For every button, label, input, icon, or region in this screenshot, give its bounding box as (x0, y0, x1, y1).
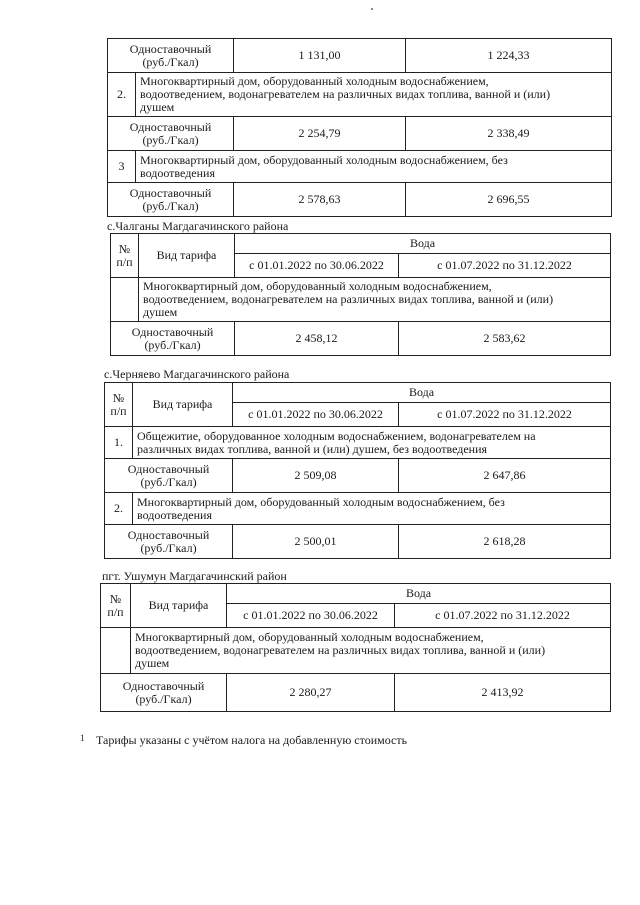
table-row (105, 493, 611, 525)
value-period-1: 2 254,79 (234, 117, 406, 151)
value-period-1: 2 458,12 (235, 322, 399, 356)
table-row (108, 73, 612, 117)
header-period-2: с 01.07.2022 по 31.12.2022 (395, 604, 611, 628)
header-row-number (105, 383, 133, 427)
settlement-heading: с.Черняево Магдагачинского района (104, 367, 290, 381)
table-row (111, 278, 611, 322)
value-period-1: 2 280,27 (227, 674, 395, 712)
value-period-2: 1 224,33 (406, 39, 612, 73)
header-period-2: с 01.07.2022 по 31.12.2022 (399, 403, 611, 427)
table-row (108, 117, 612, 151)
table-row (105, 459, 611, 493)
value-period-1: 2 509,08 (233, 459, 399, 493)
value-period-2: 2 696,55 (406, 183, 612, 217)
tariff-unit-line: (руб./Гкал) (140, 540, 197, 555)
tariff-table-chalgany (110, 233, 611, 356)
tariff-unit-line: (руб./Гкал) (142, 54, 199, 69)
header-water: Вода (235, 234, 611, 254)
header-period-2: с 01.07.2022 по 31.12.2022 (399, 254, 611, 278)
table-row (108, 183, 612, 217)
header-water: Вода (233, 383, 611, 403)
consumer-description (133, 427, 611, 459)
value-period-2: 2 647,86 (399, 459, 611, 493)
row-number (101, 628, 131, 674)
tariff-type-cell (108, 39, 234, 73)
tariff-table-ushumun (100, 583, 611, 712)
value-period-2: 2 338,49 (406, 117, 612, 151)
table-row (105, 525, 611, 559)
settlement-heading: с.Чалганы Магдагачинского района (107, 219, 289, 233)
tariff-type-cell (105, 459, 233, 493)
tariff-unit-line: (руб./Гкал) (135, 691, 192, 706)
tariff-unit-line: (руб./Гкал) (144, 337, 201, 352)
tariff-table-chernyaevo (104, 382, 611, 559)
row-number: 2. (105, 493, 133, 525)
tariff-type-line: Одноставочный (127, 461, 210, 476)
table-row (108, 151, 612, 183)
header-line: п/п (107, 604, 124, 619)
tariff-unit-line: (руб./Гкал) (142, 132, 199, 147)
table-header-row (101, 584, 611, 604)
consumer-description (131, 628, 611, 674)
description-line: водоотведения (137, 507, 212, 522)
header-tariff-type: Вид тарифа (139, 234, 235, 278)
tariff-type-line: Одноставочный (129, 119, 212, 134)
row-number (111, 278, 139, 322)
description-line: водоотведением, водонагревателем на различных видах топлива, ванной и (или) (143, 292, 554, 306)
tariff-type-line: Одноставочный (129, 41, 212, 56)
table-row (101, 628, 611, 674)
description-line: Общежитие, оборудованное холодным водоснабжением, водонагревателем на (137, 428, 536, 443)
table-header-row (105, 383, 611, 403)
description-line: водоотведением, водонагревателем на различных видах топлива, ванной и (или) (135, 643, 546, 657)
tariff-type-line: Одноставочный (129, 185, 212, 200)
footnote-marker: 1 (80, 733, 85, 743)
consumer-description (136, 151, 612, 183)
tariff-type-line: Одноставочный (122, 678, 205, 693)
header-line: № (112, 390, 125, 405)
header-period-1: с 01.01.2022 по 30.06.2022 (235, 254, 399, 278)
description-line: душем (135, 656, 170, 670)
table-header-row (111, 234, 611, 254)
table-row (108, 39, 612, 73)
scan-speck (371, 8, 373, 10)
consumer-description (136, 73, 612, 117)
table-row (101, 674, 611, 712)
consumer-description (133, 493, 611, 525)
description-line: Многоквартирный дом, оборудованный холодным водоснабжением, (140, 74, 489, 88)
description-line: Многоквартирный дом, оборудованный холодным водоснабжением, (135, 630, 484, 644)
row-number: 3 (108, 151, 136, 183)
settlement-heading: пгт. Ушумун Магдагачинский район (102, 569, 287, 583)
header-row-number (111, 234, 139, 278)
description-line: Многоквартирный дом, оборудованный холодным водоснабжением, (143, 279, 492, 293)
table-row (111, 322, 611, 356)
tariff-unit-line: (руб./Гкал) (142, 198, 199, 213)
header-line: № (118, 241, 131, 256)
value-period-2: 2 618,28 (399, 525, 611, 559)
value-period-1: 2 578,63 (234, 183, 406, 217)
tariff-table-continued (107, 38, 612, 217)
tariff-type-line: Одноставочный (127, 527, 210, 542)
description-line: Многоквартирный дом, оборудованный холодным водоснабжением, без (140, 152, 508, 167)
header-row-number (101, 584, 131, 628)
row-number: 1. (105, 427, 133, 459)
table-row (105, 427, 611, 459)
footnote-text: Тарифы указаны с учётом налога на добавленную стоимость (96, 733, 408, 747)
value-period-2: 2 583,62 (399, 322, 611, 356)
tariff-unit-line: (руб./Гкал) (140, 474, 197, 489)
row-number: 2. (108, 73, 136, 117)
header-tariff-type: Вид тарифа (131, 584, 227, 628)
tariff-type-cell (108, 117, 234, 151)
value-period-2: 2 413,92 (395, 674, 611, 712)
tariff-type-cell (101, 674, 227, 712)
header-period-1: с 01.01.2022 по 30.06.2022 (233, 403, 399, 427)
consumer-description (139, 278, 611, 322)
tariff-type-cell (108, 183, 234, 217)
tariff-type-cell (111, 322, 235, 356)
tariff-type-cell (105, 525, 233, 559)
description-line: водоотведением, водонагревателем на различных видах топлива, ванной и (или) (140, 87, 551, 101)
header-tariff-type: Вид тарифа (133, 383, 233, 427)
description-line: душем (143, 305, 178, 319)
header-period-1: с 01.01.2022 по 30.06.2022 (227, 604, 395, 628)
value-period-1: 2 500,01 (233, 525, 399, 559)
description-line: Многоквартирный дом, оборудованный холодным водоснабжением, без (137, 494, 505, 509)
header-line: № (109, 591, 122, 606)
description-line: душем (140, 100, 175, 114)
description-line: водоотведения (140, 165, 215, 180)
header-water: Вода (227, 584, 611, 604)
header-line: п/п (110, 403, 127, 418)
value-period-1: 1 131,00 (234, 39, 406, 73)
tariff-type-line: Одноставочный (131, 324, 214, 339)
description-line: различных видах топлива, ванной и (или) душем, без водоотведения (137, 441, 488, 456)
header-line: п/п (116, 254, 133, 269)
